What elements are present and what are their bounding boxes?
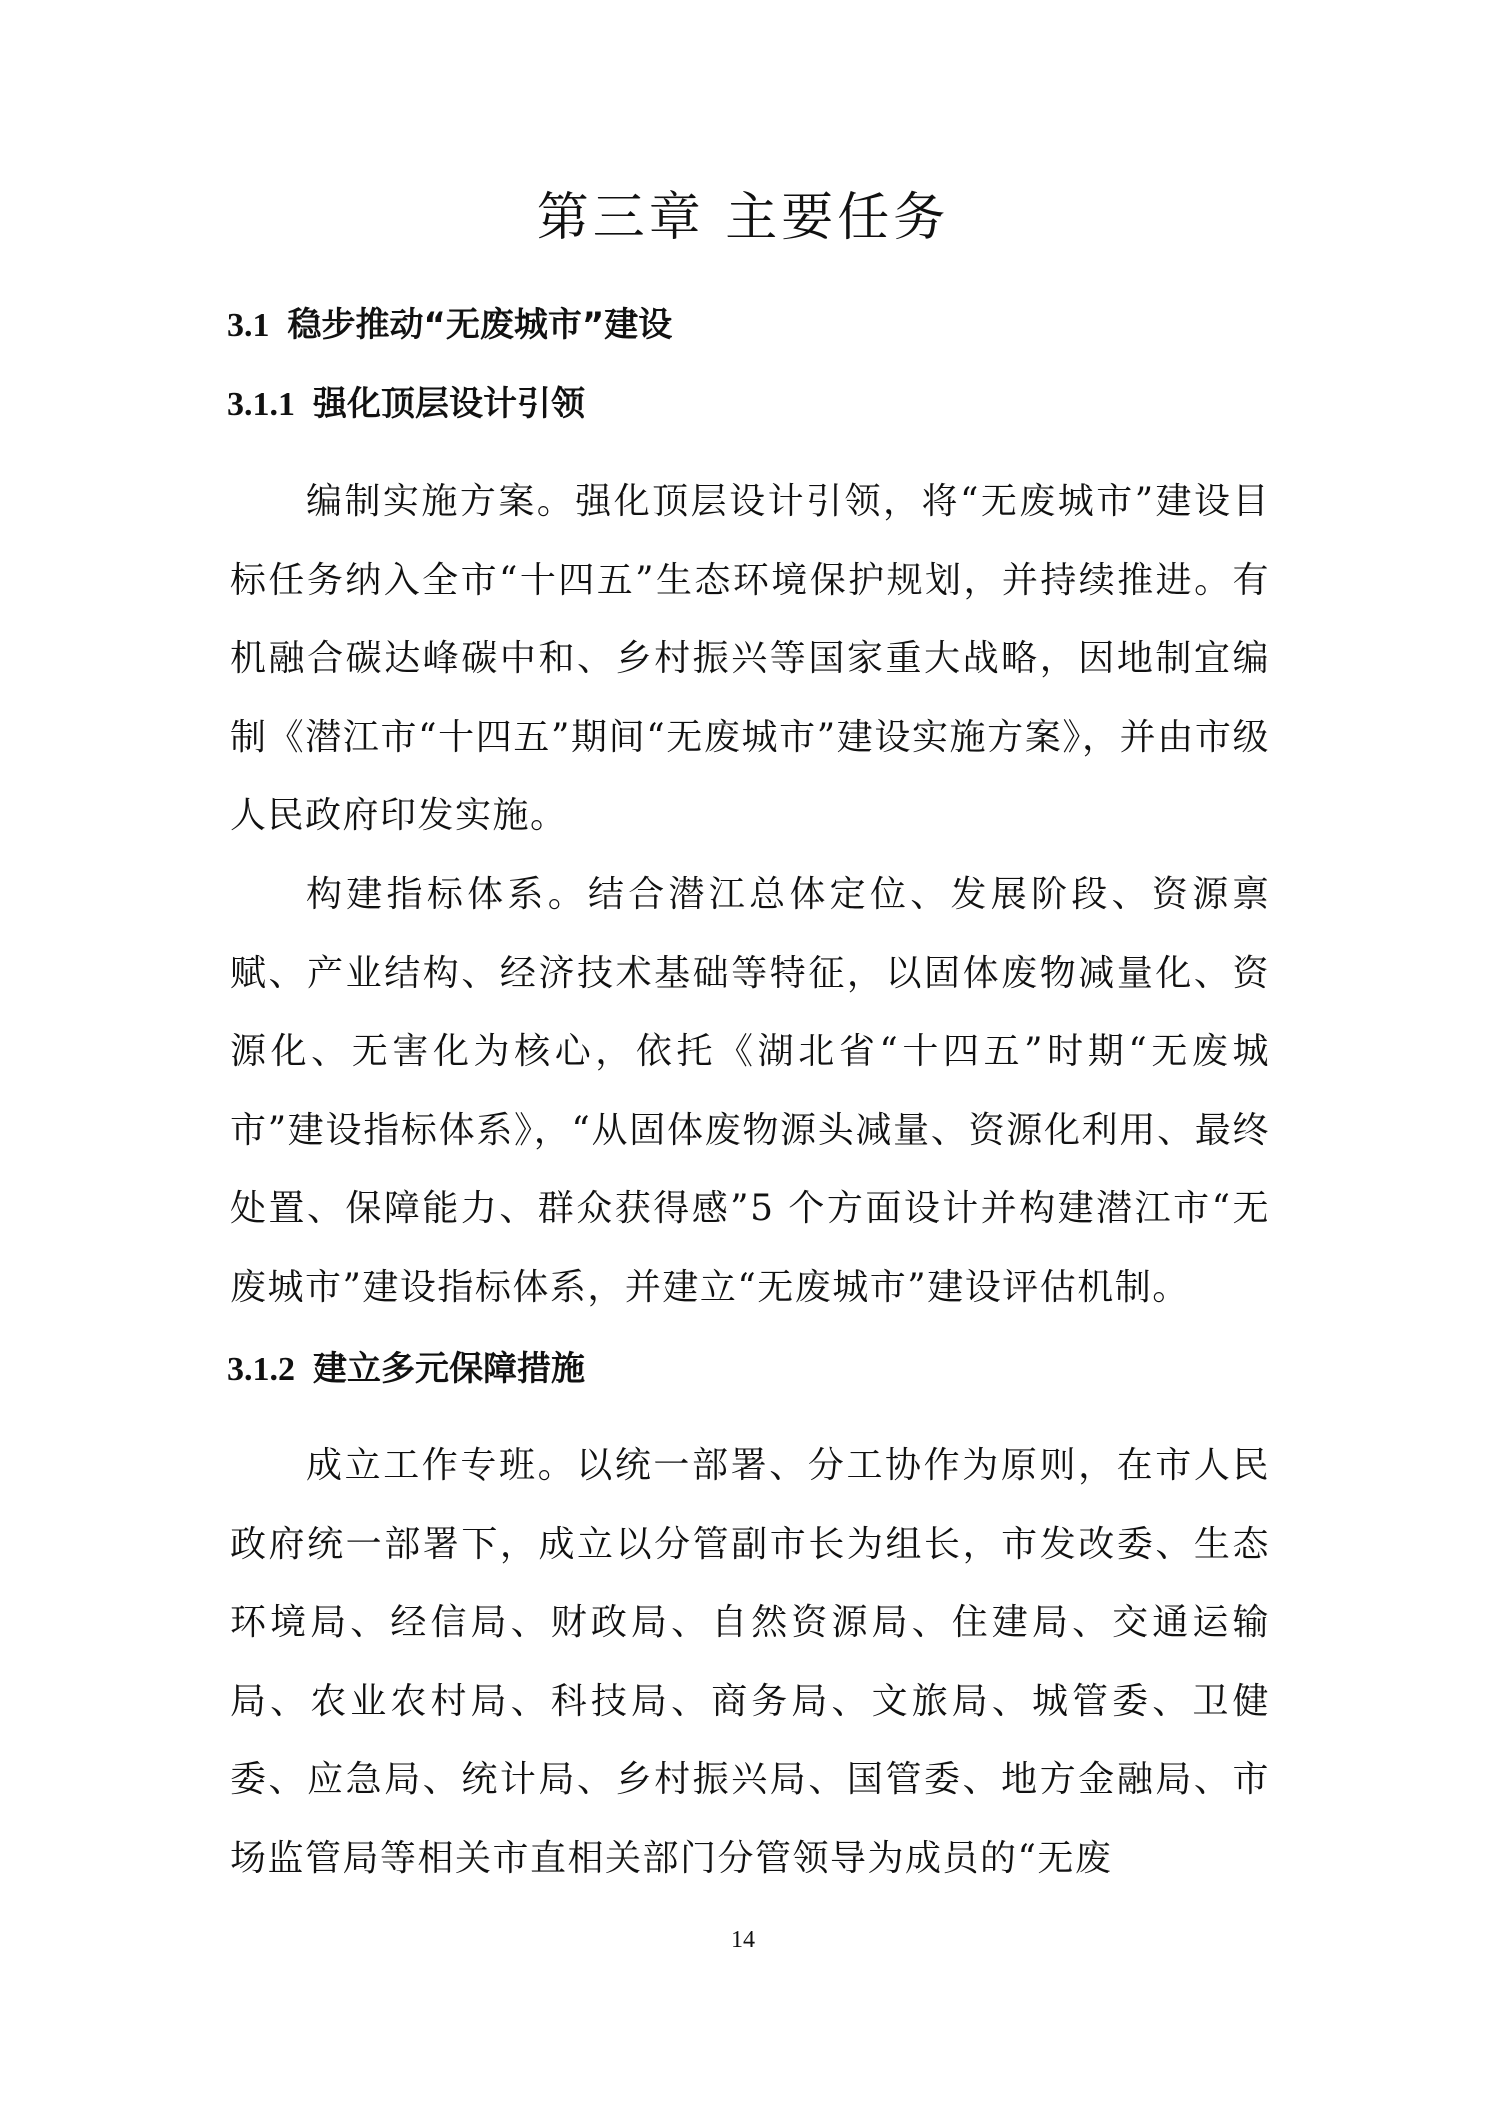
section-heading-3-1-1 — [227, 379, 585, 430]
section-title: 强化顶层设计引领 — [313, 384, 585, 424]
section-number: 3.1.2 — [227, 1351, 295, 1388]
chapter-title: 第三章 主要任务 — [536, 188, 950, 248]
paragraph-implementation-plan: 编制实施方案。强化顶层设计引领，将“无废城市”建设目标任务纳入全市“十四五”生态环境保护规划，并持续推进。有机融合碳达峰碳中和、乡村振兴等国家重大战略，因地制宜编制《潜江市“十四五”期间“无废城市”建设实施方案》，并由市级人民政府印发实施。 — [230, 481, 1270, 836]
paragraph-indicator-system: 构建指标体系。结合潜江总体定位、发展阶段、资源禀赋、产业结构、经济技术基础等特征，以固体废物减量化、资源化、无害化为核心，依托《湖北省“十四五”时期“无废城市”建设指标体系》，“从固体废物源头减量、资源化利用、最终处置、保障能力、群众获得感”5 个方面设计并构建潜江市“无废城市”建设指标体系，并建立“无废城市”建设评估机制。 — [230, 874, 1270, 1308]
section-number: 3.1.1 — [227, 386, 295, 423]
section-title: 建立多元保障措施 — [313, 1349, 585, 1389]
section-title: 稳步推动“无废城市”建设 — [287, 305, 673, 345]
section-number: 3.1 — [227, 307, 270, 344]
section-heading-3-1 — [227, 300, 672, 351]
section-heading-3-1-2 — [227, 1344, 585, 1395]
page-number: 14 — [731, 1927, 755, 1953]
paragraph-work-team: 成立工作专班。以统一部署、分工协作为原则，在市人民政府统一部署下，成立以分管副市长为组长，市发改委、生态环境局、经信局、财政局、自然资源局、住建局、交通运输局、农业农村局、科技局、商务局、文旅局、城管委、卫健委、应急局、统计局、乡村振兴局、国管委、地方金融局、市场监管局等相关市直相关部门分管领导为成员的“无废 — [230, 1445, 1270, 1879]
